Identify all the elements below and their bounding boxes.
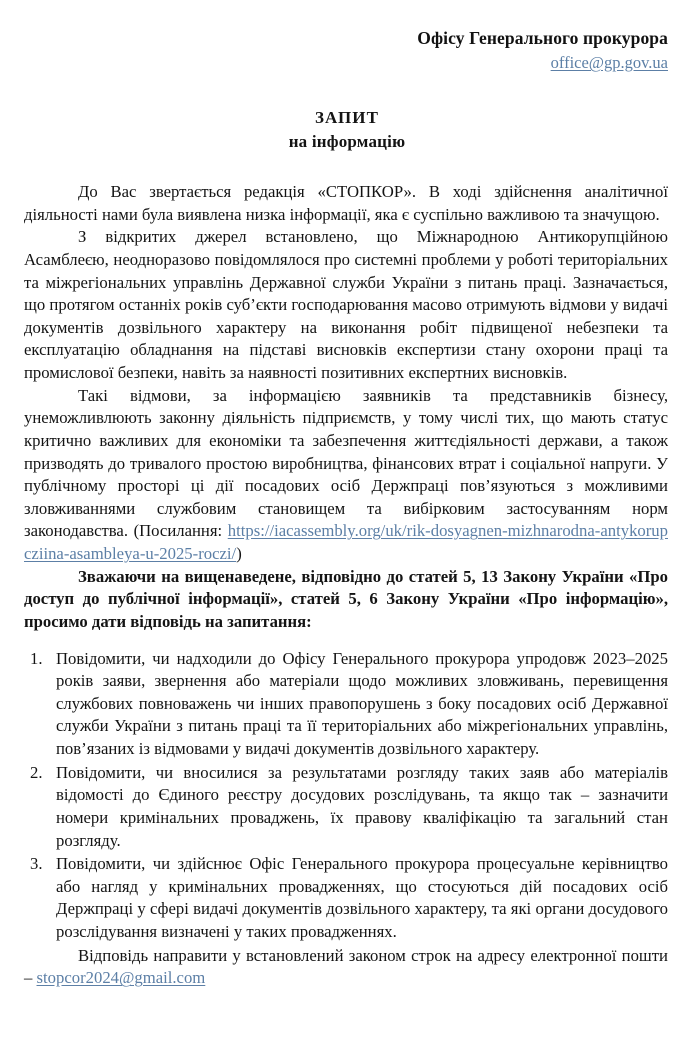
paragraph-open-sources: З відкритих джерел встановлено, що Міжнародною Антикорупційною Асамблеєю, неодноразово повідомлялося про системні проблеми у роботі територіальних та міжрегіональних управлінь Державної служби України з питань праці. Зазначається, що протягом останніх років суб’єкти господарювання масово отримують відмови у видачі документів дозвільного характеру на виконання робіт підвищеної небезпеки та експлуатацію обладнання на підставі висновків експертизи стану охорони праці та промислової безпеки, навіть за наявності позитивних експертних висновків. — [24, 227, 668, 383]
paragraph-closing — [24, 945, 668, 990]
addressee-organization: Офісу Генерального прокурора — [417, 28, 668, 48]
paragraph-refusals-text-after: ) — [236, 544, 242, 564]
paragraph-refusals — [24, 385, 668, 566]
list-item: Повідомити, чи здійснює Офіс Генерального прокурора процесуальне керівництво або нагляд у кримінальних провадженнях, що стосуються дій посадових осіб Держпраці у сфері видачі документів дозвільного характеру, та які органи досудового розслідування визначені у таких провадженнях. — [56, 854, 668, 942]
paragraph-refusals-text-before: Такі відмови, за інформацією заявників та представників бізнесу, унеможливлюють законну діяльність підприємств, у тому числі тих, що мають статус критично важливих для економіки та забезпечення життєдіяльності держави, а також призводять до тривалого простою виробництва, фінансових втрат і соціальної напруги. У публічному просторі ці дії посадових осіб Держпраці пов’язуються з можливими зловживаннями службовим становищем та вибірковим застосуванням норм законодавства. (Посилання: — [24, 385, 668, 541]
page-subtitle: на інформацію — [288, 131, 406, 151]
addressee-email-link[interactable]: office@gp.gov.ua — [550, 52, 668, 72]
document-body — [14, 181, 680, 990]
document-header — [14, 28, 680, 73]
document-title-block — [14, 107, 680, 153]
paragraph-intro: До Вас звертається редакція «СТОПКОР». В ході здійснення аналітичної діяльності нами була виявлена низка інформації, яка є суспільно важливою та значущою. — [24, 182, 668, 224]
reply-email-link[interactable]: stopcor2024@gmail.com — [36, 968, 206, 988]
paragraph-legal-basis: Зважаючи на вищенаведене, відповідно до статей 5, 13 Закону України «Про доступ до публічної інформації», статей 5, 6 Закону України «Про інформацію», просимо дати відповідь на запитання: — [24, 566, 668, 631]
questions-list — [24, 648, 668, 944]
list-item: Повідомити, чи надходили до Офісу Генерального прокурора упродовж 2023–2025 років заяви, звернення або матеріали щодо можливих зловживань, перевищення службових повноважень чи інших правопорушень з боку посадових осіб Державної служби України з питань праці та її територіальних або міжрегіональних управлінь, пов’язаних із відмовами у видачі документів дозвільного характеру. — [56, 648, 668, 759]
list-item: Повідомити, чи вносилися за результатами розгляду таких заяв або матеріалів відомості до Єдиного реєстру досудових розслідувань, та якщо так – зазначити номери кримінальних проваджень, їх правову кваліфікацію та загальний стан розгляду. — [56, 762, 668, 850]
reference-source-link[interactable]: https://iacassembly.org/uk/rik-dosyagnen-mizhnarodna-antykorupcziina-asambleya-u-2025-roczi/ — [24, 521, 668, 564]
page-title: ЗАПИТ — [314, 107, 380, 127]
closing-text: Відповідь направити у встановлений законом строк на адресу електронної пошти – — [24, 945, 668, 988]
